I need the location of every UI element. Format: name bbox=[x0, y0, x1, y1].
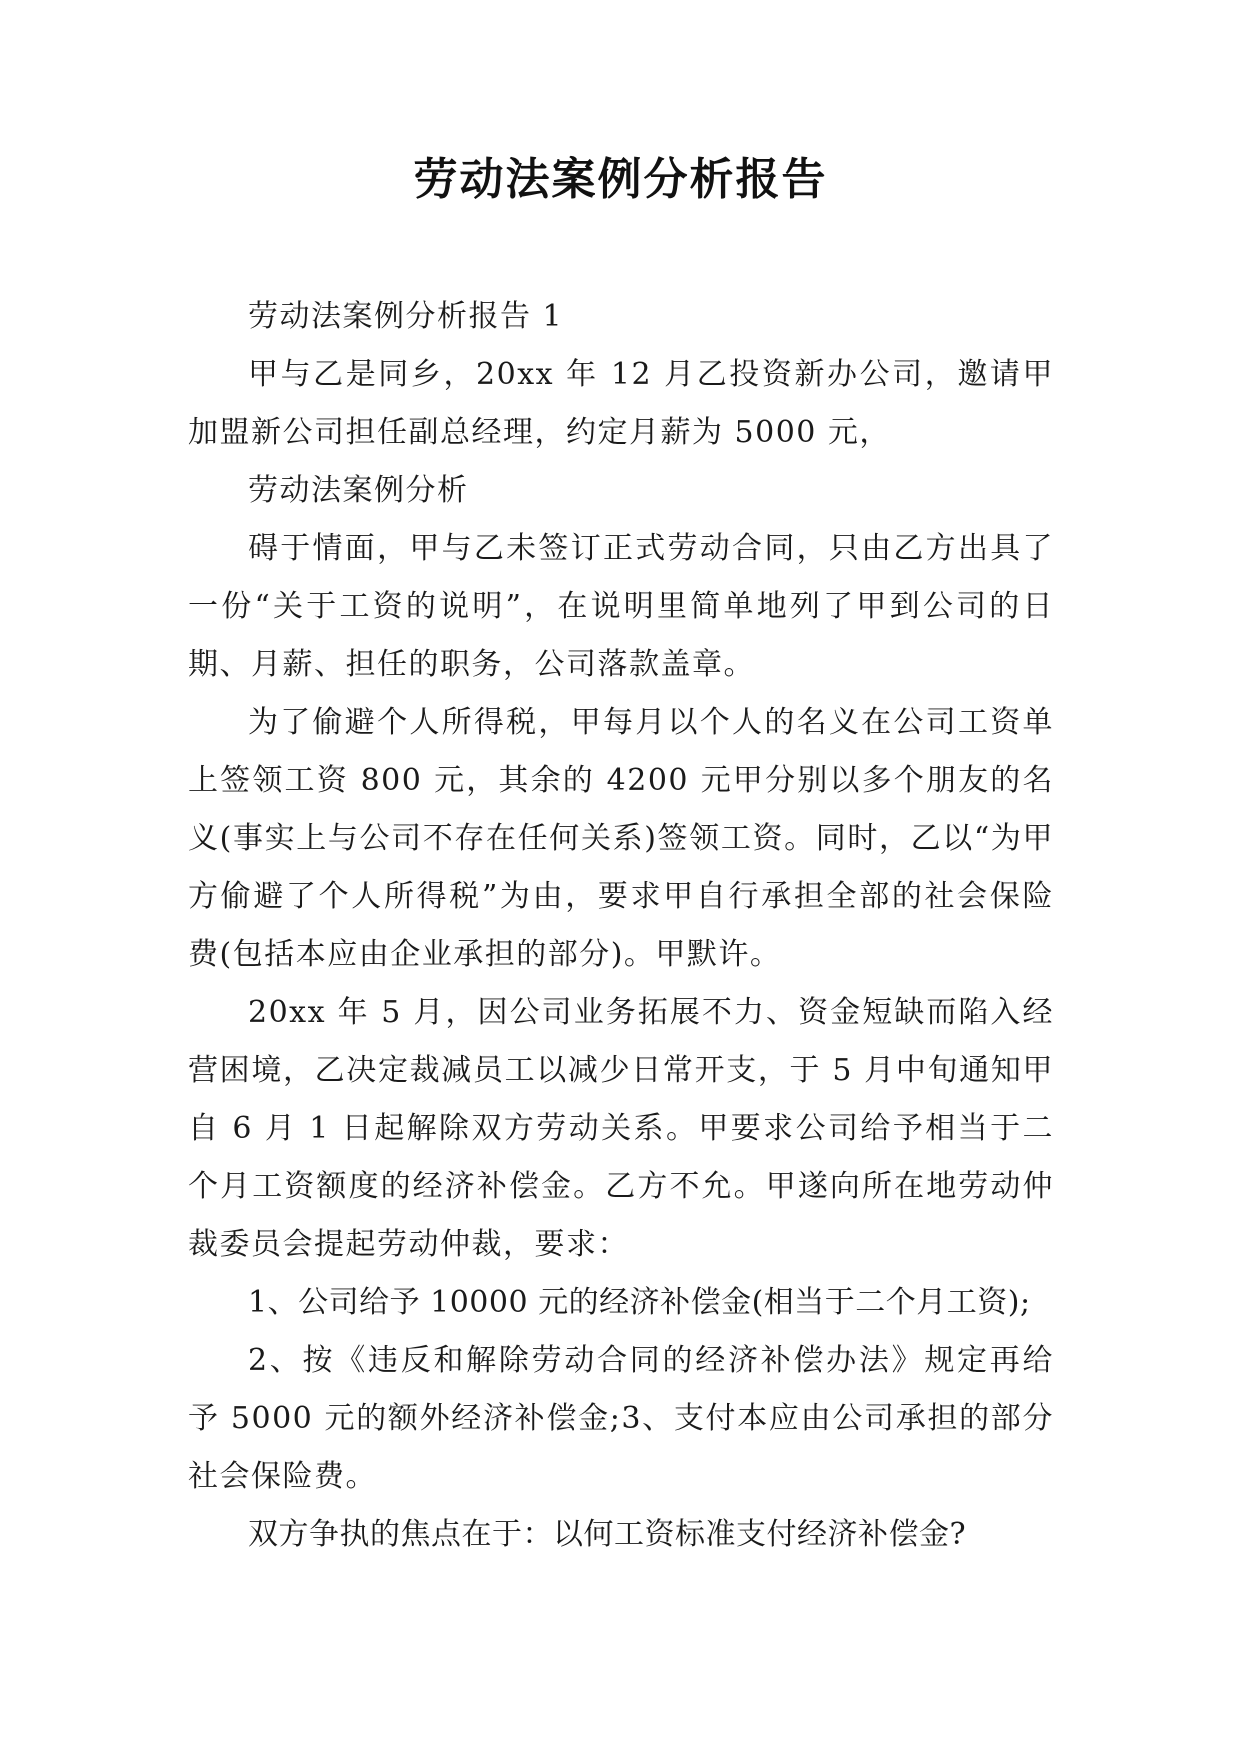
document-title: 劳动法案例分析报告 bbox=[413, 154, 828, 205]
paragraph: 为了偷避个人所得税，甲每月以个人的名义在公司工资单上签领工资 800 元，其余的 4200 元甲分别以多个朋友的名义(事实上与公司不存在任何关系)签领工资。同时，乙以“为甲方偷避了个人所得税”为由，要求甲自行承担全部的社会保险费(包括本应由企业承担的部分)。甲默许。 bbox=[188, 705, 1054, 972]
paragraph: 20xx 年 5 月，因公司业务拓展不力、资金短缺而陷入经营困境，乙决定裁减员工以减少日常开支，于 5 月中旬通知甲自 6 月 1 日起解除双方劳动关系。甲要求公司给予相当于二个月工资额度的经济补偿金。乙方不允。甲遂向所在地劳动仲裁委员会提起劳动仲裁，要求： bbox=[188, 995, 1054, 1262]
paragraph-heading: 劳动法案例分析报告 1 bbox=[248, 299, 564, 334]
document-body bbox=[188, 288, 1054, 1564]
paragraph: 双方争执的焦点在于：以何工资标准支付经济补偿金? bbox=[248, 1517, 967, 1552]
paragraph-subheading: 劳动法案例分析 bbox=[248, 473, 469, 508]
paragraph: 碍于情面，甲与乙未签订正式劳动合同，只由乙方出具了一份“关于工资的说明”，在说明里简单地列了甲到公司的日期、月薪、担任的职务，公司落款盖章。 bbox=[188, 531, 1054, 682]
paragraph-list-item: 2、按《违反和解除劳动合同的经济补偿办法》规定再给予 5000 元的额外经济补偿金;3、支付本应由公司承担的部分社会保险费。 bbox=[188, 1343, 1054, 1494]
paragraph: 甲与乙是同乡，20xx 年 12 月乙投资新办公司，邀请甲加盟新公司担任副总经理，约定月薪为 5000 元， bbox=[188, 357, 1054, 450]
paragraph-list-item: 1、公司给予 10000 元的经济补偿金(相当于二个月工资); bbox=[248, 1285, 1031, 1320]
